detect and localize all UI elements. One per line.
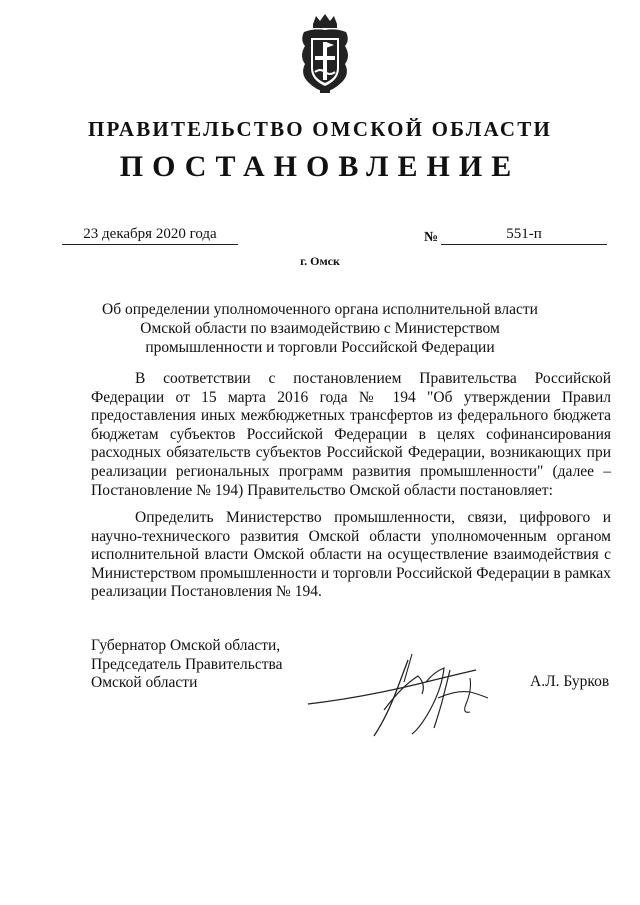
signatory-title [91,637,283,693]
document-type: ПОСТАНОВЛЕНИЕ [119,150,521,183]
number-label: № [424,230,439,245]
document-number: 551-п [441,226,607,245]
signatory-title-line: Омской области [91,674,198,692]
body-paragraph: Определить Министерство промышленности, связи, цифрового и научно-технического развития Омской области уполномоченным органом исполнительной власти Омской области на осуществление взаимодействия с Министерством промышленности и торговли Российской Федерации в рамках реализации Постановления № 194. [91,509,611,601]
body-paragraph: В соответствии с постановлением Правительства Российской Федерации от 15 марта 2016 года № 194 "Об утверждении Правил предоставления иных межбюджетных трансфертов из федерального бюджета бюджетам субъектов Российской Федерации в целях софинансирования расходных обязательств субъектов Российской Федерации, возникающих при реализации региональных программ развития промышленности" (далее – Постановление № 194) Правительство Омской области постановляет: [91,370,611,499]
government-name: ПРАВИТЕЛЬСТВО ОМСКОЙ ОБЛАСТИ [87,117,552,141]
handwritten-signature [300,632,510,752]
document-subject [100,300,540,357]
signatory-title-line: Губернатор Омской области, [91,637,281,654]
city: г. Омск [300,254,340,268]
signatory-title-line: Председатель Правительства [91,655,283,673]
subject-line: Об определении уполномоченного органа исполнительной власти [102,301,538,318]
coat-of-arms-icon [296,12,354,96]
signatory-name: А.Л. Бурков [530,673,610,690]
document-date: 23 декабря 2020 года [62,226,238,245]
subject-line: промышленности и торговли Российской Федерации [145,339,495,356]
subject-line: Омской области по взаимодействию с Министерством [140,320,500,337]
